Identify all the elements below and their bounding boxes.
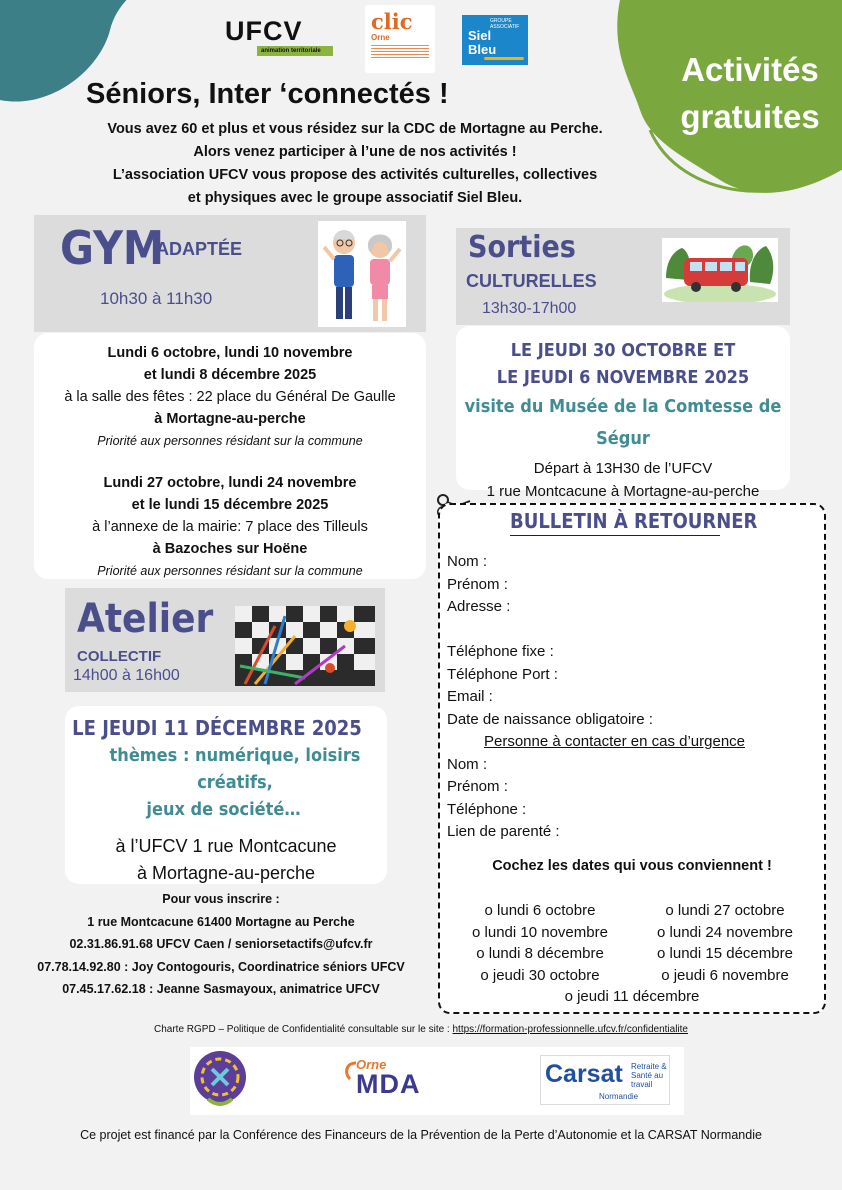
check-dates-title: Cochez les dates qui vous conviennent !	[492, 858, 772, 874]
sorties-dates-line2: LE JEUDI 6 NOVEMBRE 2025	[496, 367, 750, 388]
intro-text: Vous avez 60 et plus et vous résidez sur la CDC de Mortagne au Perche. Alors venez participer à l’une de nos activités ! L’association UFCV vous propose des activités culturelles, collectives et physiques avec le groupe associatif Siel Bleu.	[107, 121, 603, 206]
gym-title: GYM	[60, 221, 165, 275]
inscription-block	[0, 888, 442, 1001]
atelier-themes-line2: jeux de société…	[146, 799, 301, 820]
funding-notice: Ce projet est financé par la Conférence des Financeurs de la Prévention de la Perte d’Autonomie et la CARSAT Normandie	[80, 1128, 762, 1142]
gym-block1-dates2: et lundi 8 décembre 2025	[143, 367, 317, 383]
siel-bleu-logo: GROUPE ASSOCIATIF Siel Bleu	[462, 15, 528, 65]
gym-block2-dates: Lundi 27 octobre, lundi 24 novembre	[103, 475, 357, 491]
date-checkbox[interactable]: o jeudi 6 novembre	[661, 966, 789, 984]
form-field-emergency-tel[interactable]: Téléphone :	[447, 800, 527, 818]
form-field-prenom[interactable]: Prénom :	[447, 575, 508, 593]
atelier-header	[65, 588, 385, 692]
date-checkbox[interactable]: o lundi 27 octobre	[665, 902, 785, 919]
form-field-tel-port[interactable]: Téléphone Port :	[447, 665, 558, 683]
gym-block2-dates2: et le lundi 15 décembre 2025	[131, 497, 329, 513]
registration-form	[438, 503, 826, 1014]
footer-logos	[190, 1047, 684, 1115]
atelier-place-line1: à l’UFCV 1 rue Montcacune	[115, 836, 337, 856]
atelier-place-line2: à Mortagne-au-perche	[136, 863, 316, 883]
form-field-emergency-nom[interactable]: Nom :	[447, 755, 488, 773]
mda-orne-logo: Orne MDA	[342, 1057, 432, 1107]
atelier-time: 14h00 à 16h00	[73, 667, 180, 684]
gym-time: 10h30 à 11h30	[100, 289, 213, 308]
gym-block2-town: à Bazoches sur Hoëne	[152, 541, 308, 557]
gym-schedule-card	[34, 333, 426, 579]
gym-block2-place: à l’annexe de la mairie: 7 place des Tilleuls	[92, 519, 368, 535]
sorties-address: 1 rue Montcacune à Mortagne-au-perche	[486, 483, 760, 500]
form-field-tel-fixe[interactable]: Téléphone fixe :	[447, 643, 554, 660]
gym-header	[34, 215, 426, 332]
sorties-header	[456, 228, 790, 325]
gym-subtitle: ADAPTÉE	[156, 239, 243, 259]
inscription-joy: 07.78.14.92.80 : Joy Contogouris, Coordinatrice séniors UFCV	[37, 959, 405, 974]
sorties-dates-line1: LE JEUDI 30 OCTOBRE ET	[510, 340, 736, 361]
form-title: BULLETIN À RETOURNER	[510, 509, 758, 533]
sorties-visit: visite du Musée de la Comtesse de Ségur	[464, 396, 782, 449]
date-checkbox[interactable]: o jeudi 11 décembre	[564, 988, 700, 1005]
form-field-email[interactable]: Email :	[447, 688, 493, 705]
privacy-policy-link[interactable]: https://formation-professionnelle.ufcv.fr/confidentialite	[452, 1024, 688, 1035]
seniors-couple-illustration	[318, 221, 406, 327]
atelier-card	[65, 706, 387, 884]
form-field-emergency-lien[interactable]: Lien de parenté :	[447, 823, 560, 840]
form-field-nom[interactable]: Nom :	[447, 553, 488, 570]
atelier-themes-line1: thèmes : numérique, loisirs créatifs,	[109, 745, 361, 793]
gym-block1-note: Priorité aux personnes résidant sur la commune	[97, 434, 363, 448]
date-checkbox[interactable]: o lundi 24 novembre	[657, 923, 793, 941]
date-checkbox[interactable]: o lundi 15 décembre	[657, 945, 793, 962]
sorties-title: Sorties	[468, 230, 576, 265]
gym-block1-town: à Mortagne-au-perche	[154, 411, 306, 427]
atelier-title: Atelier	[77, 596, 214, 642]
date-checkbox[interactable]: o lundi 8 décembre	[476, 945, 604, 962]
form-field-emergency-prenom[interactable]: Prénom :	[447, 778, 508, 795]
inscription-jeanne: 07.45.17.62.18 : Jeanne Sasmayoux, animatrice UFCV	[62, 982, 380, 996]
date-checkbox[interactable]: o jeudi 30 octobre	[480, 966, 600, 984]
emergency-contact-heading: Personne à contacter en cas d’urgence	[484, 733, 745, 750]
form-field-birthdate[interactable]: Date de naissance obligatoire :	[447, 710, 653, 728]
sorties-time: 13h30-17h00	[482, 300, 577, 317]
sorties-depart: Départ à 13H30 de l’UFCV	[533, 460, 713, 477]
atelier-subtitle: COLLECTIF	[77, 648, 162, 665]
page-title: Séniors, Inter ‘connectés !	[86, 78, 449, 110]
free-activities-badge: Activités gratuites	[680, 51, 820, 135]
inscription-caen: 02.31.86.91.68 UFCV Caen / seniorsetactifs@ufcv.fr	[69, 937, 373, 951]
inscription-title: Pour vous inscrire :	[162, 892, 280, 906]
atelier-date: LE JEUDI 11 DÉCEMBRE 2025	[72, 716, 362, 740]
date-checkbox[interactable]: o lundi 6 octobre	[484, 902, 596, 919]
gym-block1-place: à la salle des fêtes : 22 place du Général De Gaulle	[64, 389, 396, 405]
form-field-adresse[interactable]: Adresse :	[447, 598, 511, 615]
sorties-card	[456, 326, 790, 500]
date-checkbox[interactable]: o lundi 10 novembre	[472, 923, 608, 941]
gym-block1-dates: Lundi 6 octobre, lundi 10 novembre	[107, 345, 353, 361]
clic-logo: clic Orne	[365, 5, 435, 73]
craft-supplies-illustration	[235, 606, 375, 686]
ufcv-logo: UFCV animation territoriale	[225, 16, 335, 66]
conference-financeurs-logo	[192, 1049, 248, 1113]
carsat-logo: Carsat Retraite & Santé au travail Normandie	[540, 1055, 670, 1105]
inscription-address: 1 rue Montcacune 61400 Mortagne au Perche	[87, 914, 355, 929]
gym-block2-note: Priorité aux personnes résidant sur la commune	[97, 564, 363, 578]
rgpd-notice: Charte RGPD – Politique de Confidentialité consultable sur le site : https://formation-professionnelle.ufcv.fr/confidentialite	[154, 1024, 688, 1035]
sorties-subtitle: CULTURELLES	[466, 271, 597, 291]
bus-illustration	[662, 238, 778, 302]
